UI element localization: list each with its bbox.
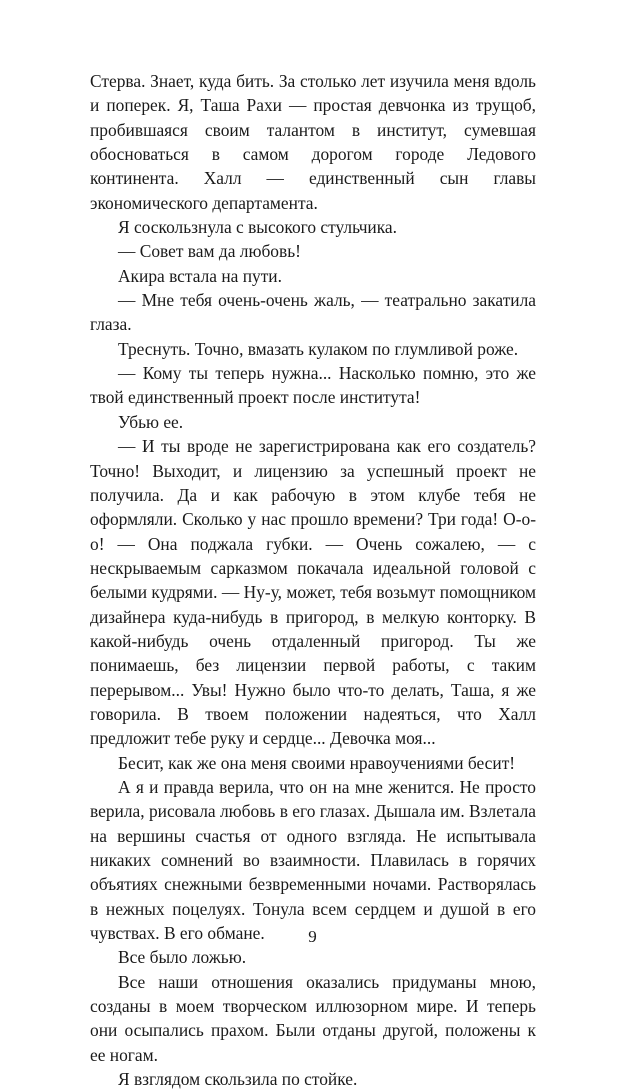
paragraph: Бесит, как же она меня своими нравоучениями бесит! [118,752,516,773]
paragraph: А я и правда верила, что он на мне женится. Не просто верила, рисовала любовь в его глазах. Дышала им. Взлетала на вершины счастья от одного взгляда. Не испытывала никаких сомнений во взаимности. Плавилась в горячих объятиях снежными безвременными ночами. Растворялась в нежных поцелуях. Тонула всем сердцем и душой в его чувствах. В его обмане. [90,776,536,944]
paragraph: Все было ложью. [118,947,247,968]
paragraph: Все наши отношения оказались придуманы мною, созданы в моем творческом иллюзорном мире. И теперь они осыпались прахом. Были отданы другой, положены к ее ногам. [90,971,536,1065]
paragraph: — Кому ты теперь нужна... Насколько помню, это же твой единственный проект после института! [90,363,536,408]
paragraph: Треснуть. Точно, вмазать кулаком по глумливой роже. [118,338,519,359]
paragraph: Я соскользнула с высокого стульчика. [118,217,397,238]
paragraph: Акира встала на пути. [118,265,282,286]
paragraph: Стерва. Знает, куда бить. За столько лет изучила меня вдоль и поперек. Я, Таша Рахи — простая девчонка из трущоб, пробившаяся своим талантом в институт, сумевшая обосноваться в самом дорогом городе Ледового континента. Халл — единственный сын главы экономического департамента. [90,71,536,213]
paragraph: — И ты вроде не зарегистрирована как его создатель? Точно! Выходит, и лицензию за успешный проект не получила. Да и как рабочую в этом клубе тебя не оформляли. Сколько у нас прошло времени? Три года! О-о-о! — Она поджала губки. — Очень сожалею, — с нескрываемым сарказмом покачала идеальной головой с белыми кудрями. — Ну-у, может, тебя возьмут помощником дизайнера куда-нибудь в пригород, в мелкую конторку. В какой-нибудь очень отдаленный пригород. Ты же понимаешь, без лицензии первой работы, с таким перерывом... Увы! Нужно было что-то делать, Таша, я же говорила. В твоем положении надеяться, что Халл предложит тебе руку и сердце... Девочка моя... [90,436,536,749]
paragraph: Убью ее. [118,411,184,432]
page-number: 9 [308,927,317,946]
paragraph: Я взглядом скользила по стойке. [118,1069,358,1090]
paragraph: — Совет вам да любовь! [118,241,301,262]
paragraph: — Мне тебя очень-очень жаль, — театрально закатила глаза. [90,290,536,335]
